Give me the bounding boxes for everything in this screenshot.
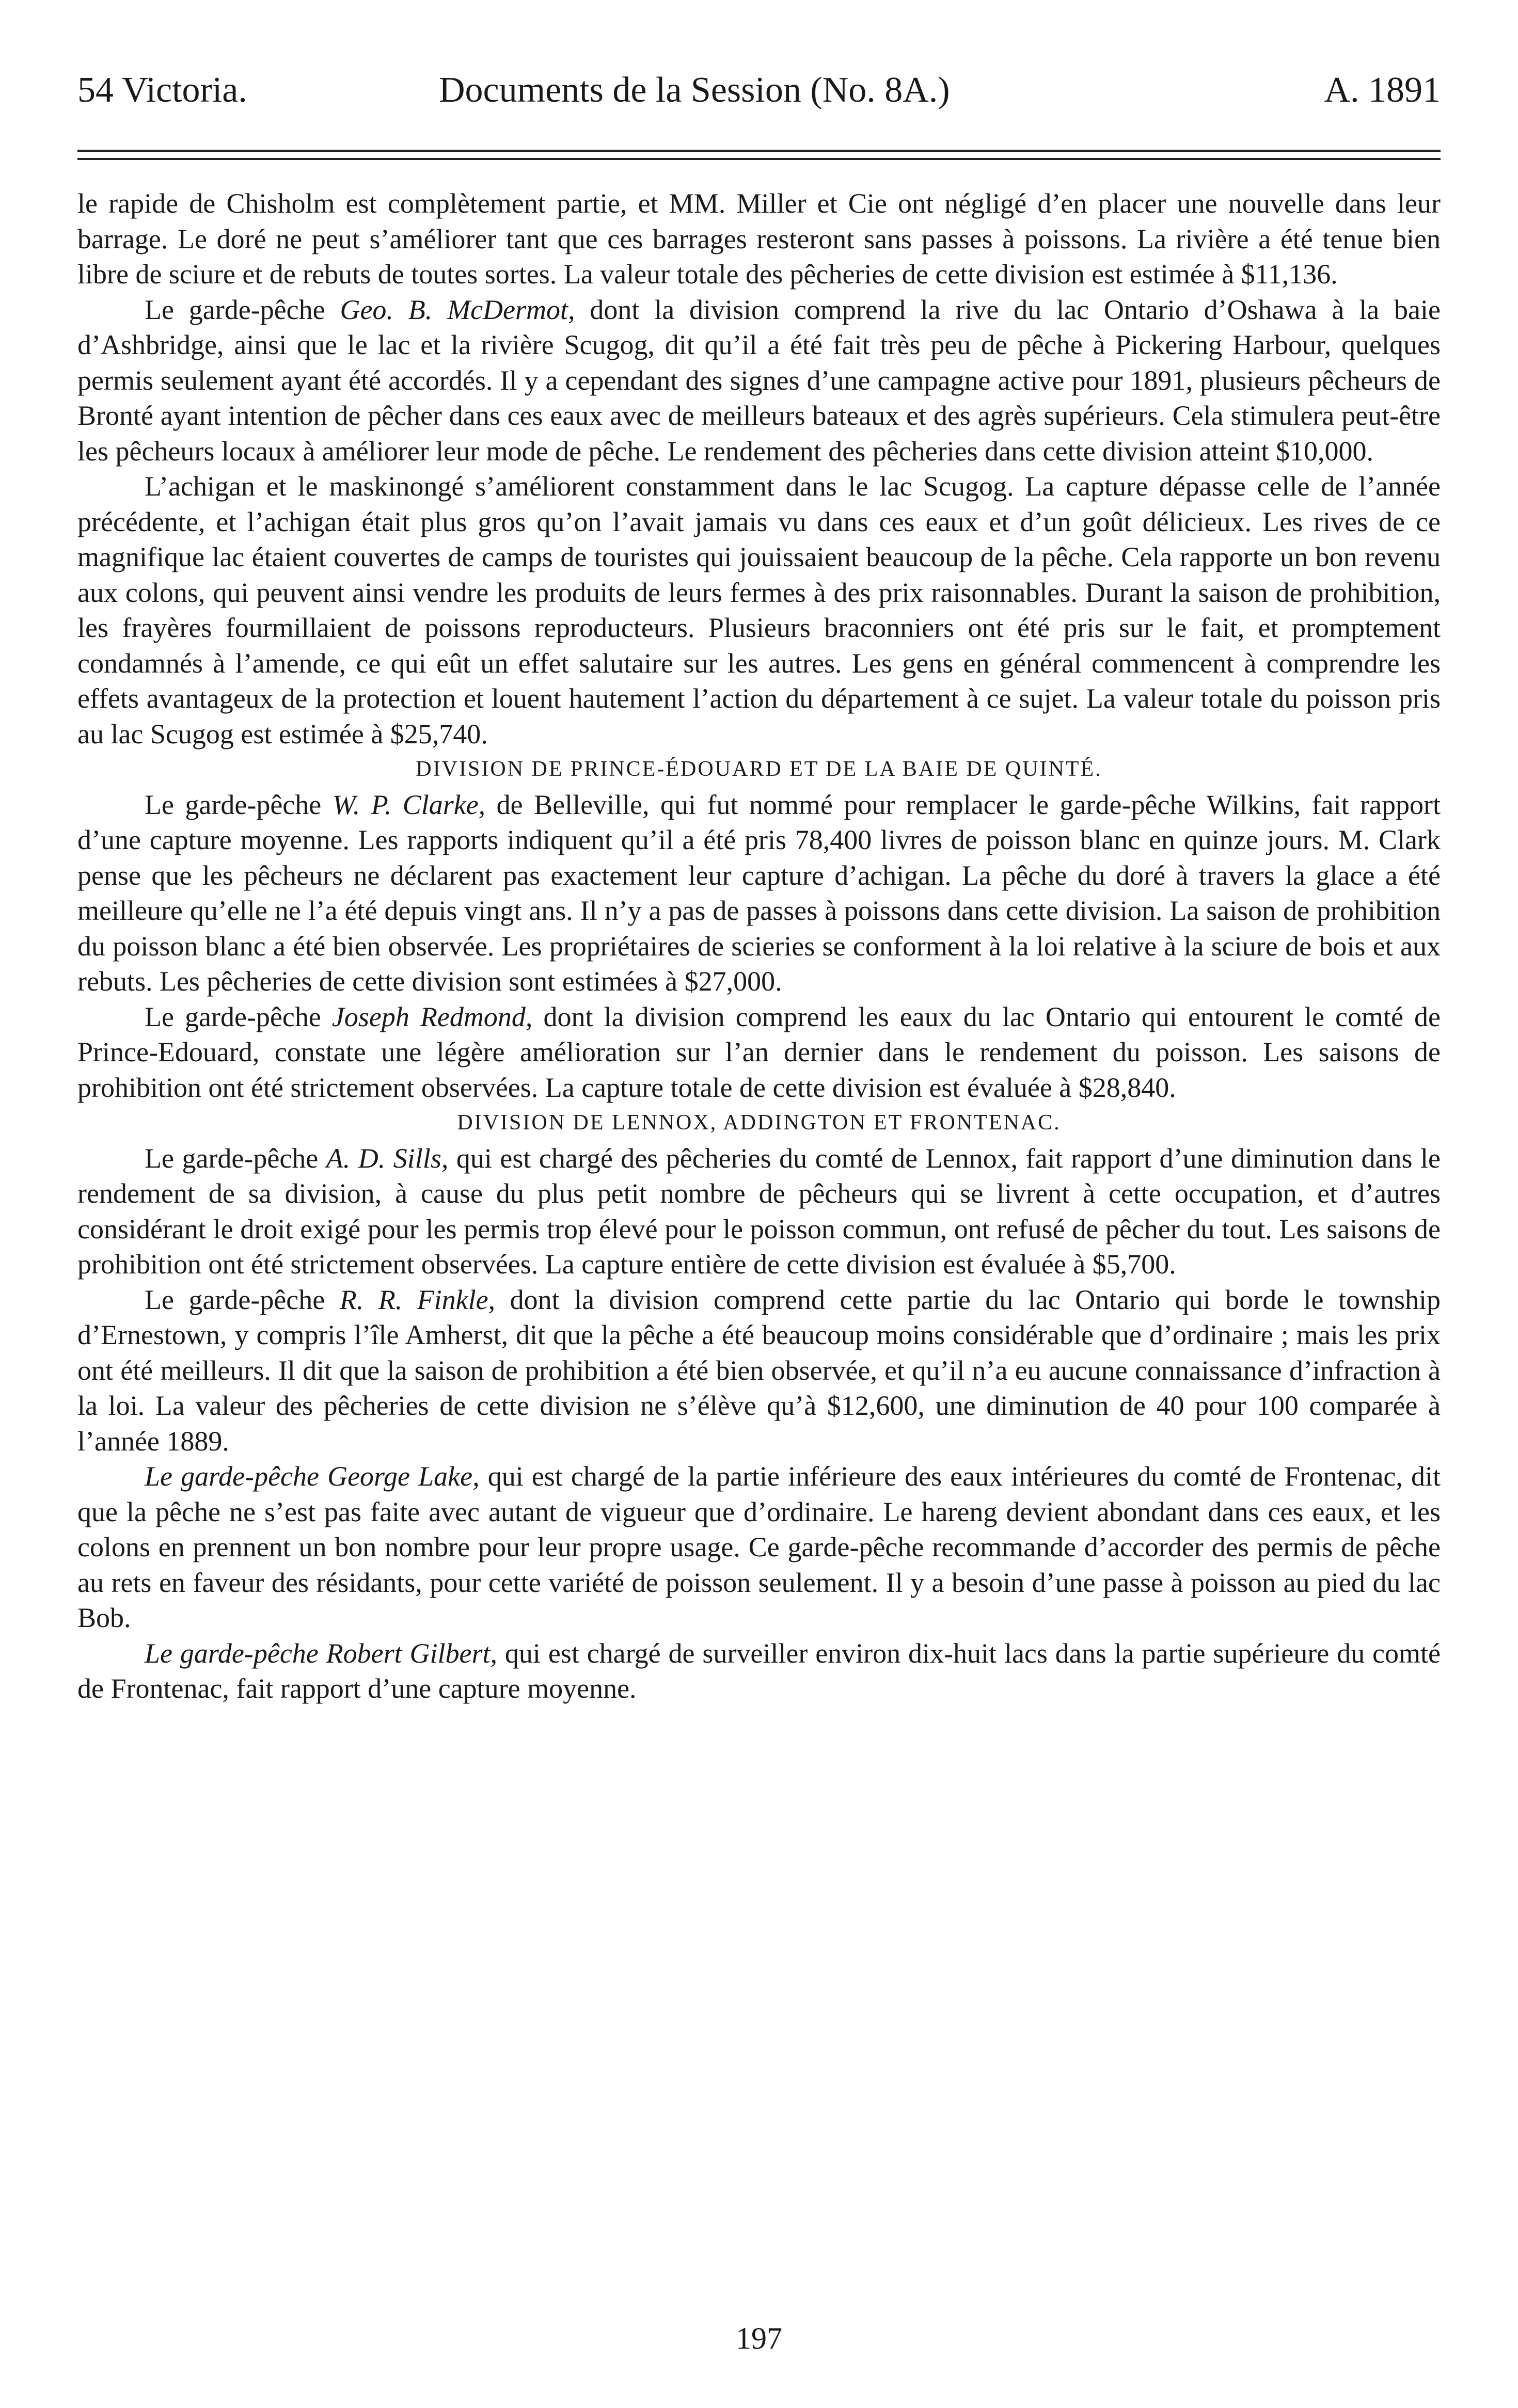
page-header-area	[77, 57, 1441, 124]
officer-name: W. P. Clarke,	[332, 789, 486, 820]
section-heading-lennox: DIVISION DE LENNOX, ADDINGTON ET FRONTENAC.	[457, 1111, 1061, 1135]
paragraph-chisholm: le rapide de Chisholm est complètement partie, et MM. Miller et Cie ont négligé d’en placer une nouvelle dans leur barrage. Le doré ne peut s’améliorer tant que ces barrages resteront sans passes à poissons. La rivière a été tenue bien libre de sciure et de rebuts de toutes sortes. La valeur totale des pêcheries de cette division est estimée à $11,136.	[77, 188, 1441, 290]
officer-name: A. D. Sills,	[326, 1142, 449, 1174]
paragraph-redmond	[77, 999, 1441, 1106]
officer-name: Le garde-pêche George Lake,	[145, 1461, 480, 1492]
officer-name: Joseph Redmond,	[331, 1001, 533, 1032]
paragraph-mcdermot	[77, 292, 1441, 469]
officer-name: Le garde-pêche Robert Gilbert,	[145, 1637, 498, 1669]
paragraph-lead: Le garde-pêche	[145, 1142, 326, 1174]
paragraph-lead: Le garde-pêche	[145, 1001, 332, 1032]
paragraph-text: dont la division comprend cette partie du lac Ontario qui borde le township d’Ernestown, y compris l’île Amherst, dit que la pêche a été beaucoup moins considérable que d’ordinaire ; mais les prix ont été meilleurs. Il dit que la saison de prohibition a été bien observée, et qu’il n’a eu aucune connaissance d’infraction à la loi. La valeur des pêcheries de cette division ne s’élève qu’à $12,600, une diminution de 40 pour 100 comparée à l’année 1889.	[77, 1284, 1441, 1457]
page-number: 197	[736, 2321, 782, 2355]
section-heading-prince-edouard: DIVISION DE PRINCE-ÉDOUARD ET DE LA BAIE DE QUINTÉ.	[416, 757, 1102, 781]
paragraph-text: de Belleville, qui fut nommé pour remplacer le garde-pêche Wilkins, fait rapport d’une capture moyenne. Les rapports indiquent qu’il a été pris 78,400 livres de poisson blanc en quinze jours. M. Clark pense que les pêcheurs ne déclarent pas exactement leur capture d’achigan. La pêche du doré à travers la glace a été meilleure qu’elle ne l’a été depuis vingt ans. Il n’y a pas de passes à poissons dans cette division. La saison de prohibition du poisson blanc a été bien observée. Les propriétaires de scieries se conforment à la loi relative à la sciure de bois et aux rebuts. Les pêcheries de cette division sont estimées à $27,000.	[77, 789, 1441, 997]
running-header	[77, 57, 1441, 124]
paragraph-text: dont la division comprend la rive du lac Ontario d’Oshawa à la baie d’Ashbridge, ainsi que le lac et la rivière Scugog, dit qu’il a été fait très peu de pêche à Pickering Harbour, quelques permis seulement ayant été accordés. Il y a cependant des signes d’une campagne active pour 1891, plusieurs pêcheurs de Bronté ayant intention de pêcher dans ces eaux avec de meilleurs bateaux et des agrès supérieurs. Cela stimulera peut-être les pêcheurs locaux à améliorer leur mode de pêche. Le rendement des pêcheries dans cette division atteint $10,000.	[77, 294, 1441, 467]
officer-name: Geo. B. McDermot,	[340, 294, 575, 325]
header-rule-top	[77, 150, 1441, 152]
paragraph-lead: Le garde-pêche	[145, 789, 333, 820]
paragraph-lead: Le garde-pêche	[145, 294, 340, 325]
paragraph-text: qui est chargé de la partie inférieure des eaux intérieures du comté de Frontenac, dit que la pêche ne s’est pas faite avec autant de vigueur que d’ordinaire. Le hareng devient abondant dans ces eaux, et les colons en prennent un bon nombre pour leur propre usage. Ce garde-pêche recommande d’accorder des permis de pêche au rets en faveur des résidants, pour cette variété de poisson seulement. Il y a besoin d’une passe à poisson au pied du lac Bob.	[77, 1461, 1441, 1633]
paragraph-clarke	[77, 787, 1441, 999]
paragraph-scugog: L’achigan et le maskinongé s’améliorent constamment dans le lac Scugog. La capture dépasse celle de l’année précédente, et l’achigan était plus gros qu’on l’avait jamais vu dans ces eaux et d’un goût délicieux. Les rives de ce magnifique lac étaient couvertes de camps de touristes qui jouissaient beaucoup de la pêche. Cela rapporte un bon revenu aux colons, qui peuvent ainsi vendre les produits de leurs fermes à des prix raisonnables. Durant la saison de prohibition, les frayères fourmillaient de poissons reproducteurs. Plusieurs braconniers ont été pris sur le fait, et promptement condamnés à l’amende, ce qui eût un effet salutaire sur les autres. Les gens en général commencent à comprendre les effets avantageux de la protection et louent hautement l’action du département à ce sujet. La valeur totale du poisson pris au lac Scugog est estimée à $25,740.	[77, 471, 1441, 749]
paragraph-finkle	[77, 1282, 1441, 1459]
paragraph-text: qui est chargé de surveiller environ dix-huit lacs dans la partie supérieure du comté de Frontenac, fait rapport d’une capture moyenne.	[77, 1637, 1441, 1704]
paragraph-gilbert	[77, 1636, 1441, 1707]
header-year: A. 1891	[1324, 70, 1441, 110]
paragraph-lake	[77, 1459, 1441, 1636]
paragraph-text: qui est chargé des pêcheries du comté de Lennox, fait rapport d’une diminution dans le rendement de sa division, à cause du plus petit nombre de pêcheurs qui se livrent à cette occupation, et d’autres considérant le droit exigé pour les permis trop élevé pour le poisson commun, ont refusé de pêcher du tout. Les saisons de prohibition ont été strictement observées. La capture entière de cette division est évaluée à $5,700.	[77, 1142, 1441, 1280]
header-volume: 54 Victoria.	[77, 70, 247, 110]
paragraph-text: dont la division comprend les eaux du lac Ontario qui entourent le comté de Prince-Edouard, constate une légère amélioration sur l’an dernier dans le rendement du poisson. Les saisons de prohibition ont été strictement observées. La capture totale de cette division est évaluée à $28,840.	[77, 1001, 1441, 1103]
officer-name: R. R. Finkle,	[339, 1284, 496, 1315]
header-title: Documents de la Session (No. 8A.)	[439, 70, 950, 110]
paragraph-sills	[77, 1141, 1441, 1282]
document-body	[77, 186, 1441, 1707]
header-rule-bottom	[77, 158, 1441, 160]
paragraph-lead: Le garde-pêche	[145, 1284, 340, 1315]
